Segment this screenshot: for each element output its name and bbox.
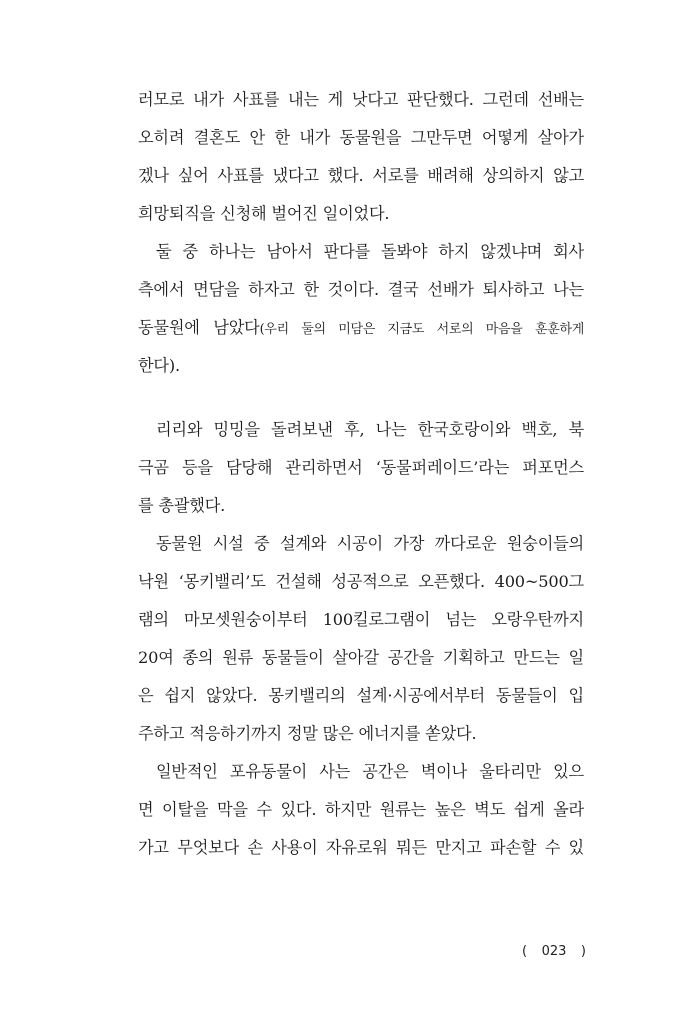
- text-line: 면 이탈을 막을 수 있다. 하지만 원류는 높은 벽도 쉽게 올라: [138, 800, 584, 819]
- text-line: 극곰 등을 담당해 관리하면서 ‘동물퍼레이드’라는 퍼포먼스: [138, 458, 584, 477]
- text-line: 측에서 면담을 하자고 한 것이다. 결국 선배가 퇴사하고 나는: [138, 280, 584, 299]
- text-line: 리리와 밍밍을 돌려보낸 후, 나는 한국호랑이와 백호, 북: [156, 420, 584, 439]
- text-line: 주하고 적응하기까지 정말 많은 에너지를 쏟았다.: [138, 724, 477, 743]
- text-line: 일반적인 포유동물이 사는 공간은 벽이나 울타리만 있으: [156, 762, 584, 781]
- paragraph-block-2: [138, 411, 584, 867]
- page-number-close-paren: ): [580, 944, 586, 959]
- text-line: 겠나 싶어 사표를 냈다고 했다. 서로를 배려해 상의하지 않고: [138, 166, 584, 185]
- text-line: 은 쉽지 않았다. 몽키밸리의 설계·시공에서부터 동물들이 입: [138, 686, 584, 705]
- text-line: 희망퇴직을 신청해 벌어진 일이었다.: [138, 204, 390, 223]
- paragraph-block-1: [138, 81, 584, 385]
- text-line: 램의 마모셋원숭이부터 100킬로그램이 넘는 오랑우탄까지: [138, 610, 584, 629]
- text-line: 둘 중 하나는 남아서 판다를 돌봐야 하지 않겠냐며 회사: [156, 242, 584, 261]
- text-line: 20여 종의 원류 동물들이 살아갈 공간을 기획하고 만드는 일: [138, 648, 584, 667]
- text-line: 낙원 ‘몽키밸리’도 건설해 성공적으로 오픈했다. 400~500그: [138, 572, 584, 591]
- page-number-value: 023: [541, 944, 567, 959]
- text-line: [138, 309, 584, 347]
- text-line: 러모로 내가 사표를 내는 게 낫다고 판단했다. 그런데 선배는: [138, 90, 584, 109]
- text-line: 동물원 시설 중 설계와 시공이 가장 까다로운 원숭이들의: [156, 534, 584, 553]
- text-line: 한다).: [138, 356, 180, 375]
- page-number-open-paren: (: [522, 944, 528, 959]
- text-line: 오히려 결혼도 안 한 내가 동물원을 그만두면 어떻게 살아가: [138, 128, 584, 147]
- text-parenthetical: (우리 둘의 미담은 지금도 서로의 마음을 훈훈하게: [259, 322, 584, 337]
- text-line: 가고 무엇보다 손 사용이 자유로워 뭐든 만지고 파손할 수 있: [138, 838, 584, 857]
- text-main: 동물원에 남았다: [138, 318, 260, 337]
- page-number: [522, 944, 586, 959]
- text-line: 를 총괄했다.: [138, 496, 226, 515]
